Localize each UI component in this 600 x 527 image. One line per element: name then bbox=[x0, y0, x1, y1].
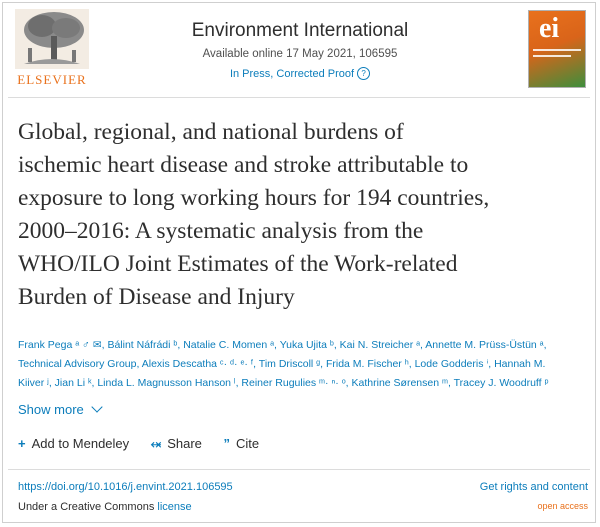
article-status-label[interactable]: In Press, Corrected Proof bbox=[229, 68, 355, 80]
title-line: Global, regional, and national burdens of bbox=[18, 119, 404, 145]
cite-label: Cite bbox=[236, 436, 260, 451]
article-title bbox=[18, 116, 578, 314]
availability-date: Available online 17 May 2021, 106595 bbox=[202, 48, 398, 60]
journal-name[interactable]: Environment International bbox=[191, 20, 409, 41]
show-more-button[interactable] bbox=[18, 402, 101, 417]
author-line[interactable]: Kiiver ʲ, Jian Li ᵏ, Linda L. Magnusson Hanson ˡ, Reiner Rugulies ᵐ· ⁿ· ᵒ, Kathrine Sørensen ᵐ, Tracey J. Woodruff ᵖ bbox=[18, 377, 549, 389]
license-prefix: Under a Creative Commons bbox=[18, 501, 155, 513]
title-line: exposure to long working hours for 194 countries, bbox=[18, 185, 490, 211]
plus-icon: + bbox=[18, 436, 26, 451]
title-line: WHO/ILO Joint Estimates of the Work-related bbox=[18, 251, 458, 277]
header-divider bbox=[8, 97, 590, 98]
add-to-mendeley-label: Add to Mendeley bbox=[31, 436, 130, 451]
title-line: Burden of Disease and Injury bbox=[18, 284, 295, 310]
share-label: Share bbox=[167, 436, 202, 451]
publisher-name: ELSEVIER bbox=[17, 72, 87, 87]
cover-line bbox=[533, 55, 571, 57]
cite-button[interactable] bbox=[224, 436, 260, 451]
author-list[interactable] bbox=[18, 336, 590, 393]
title-line: 2000–2016: A systematic analysis from the bbox=[18, 218, 424, 244]
share-button[interactable] bbox=[151, 436, 202, 452]
get-rights-link[interactable]: Get rights and content bbox=[479, 481, 588, 493]
cover-line bbox=[533, 49, 581, 51]
question-circle-icon[interactable]: ? bbox=[357, 67, 370, 80]
article-actions bbox=[18, 436, 277, 452]
share-icon: ⬾ bbox=[150, 436, 162, 451]
open-access-badge: open access bbox=[537, 501, 588, 511]
show-more-label: Show more bbox=[18, 402, 84, 417]
article-status[interactable] bbox=[0, 67, 600, 80]
author-line[interactable]: Frank Pega ᵃ ♂ ✉, Bálint Náfrádi ᵇ, Natalie C. Momen ᵃ, Yuka Ujita ᵇ, Kai N. Streicher ᵃ, Annette M. Prüss-Üstün ᵃ, bbox=[18, 339, 547, 351]
journal-cover[interactable] bbox=[528, 10, 586, 88]
add-to-mendeley-button[interactable] bbox=[18, 436, 129, 451]
license-info bbox=[18, 501, 192, 513]
chevron-down-icon bbox=[91, 401, 102, 412]
title-line: ischemic heart disease and stroke attributable to bbox=[18, 152, 469, 178]
license-link[interactable]: license bbox=[157, 501, 192, 513]
doi-link[interactable]: https://doi.org/10.1016/j.envint.2021.106595 bbox=[18, 481, 233, 493]
footer-divider bbox=[8, 469, 590, 470]
quote-icon: ” bbox=[223, 436, 231, 451]
author-line[interactable]: Technical Advisory Group, Alexis Descatha ᶜ· ᵈ· ᵉ· ᶠ, Tim Driscoll ᵍ, Frida M. Fischer ʰ, Lode Godderis ⁱ, Hannah M. bbox=[18, 358, 546, 370]
cover-letter: ei bbox=[539, 13, 560, 44]
